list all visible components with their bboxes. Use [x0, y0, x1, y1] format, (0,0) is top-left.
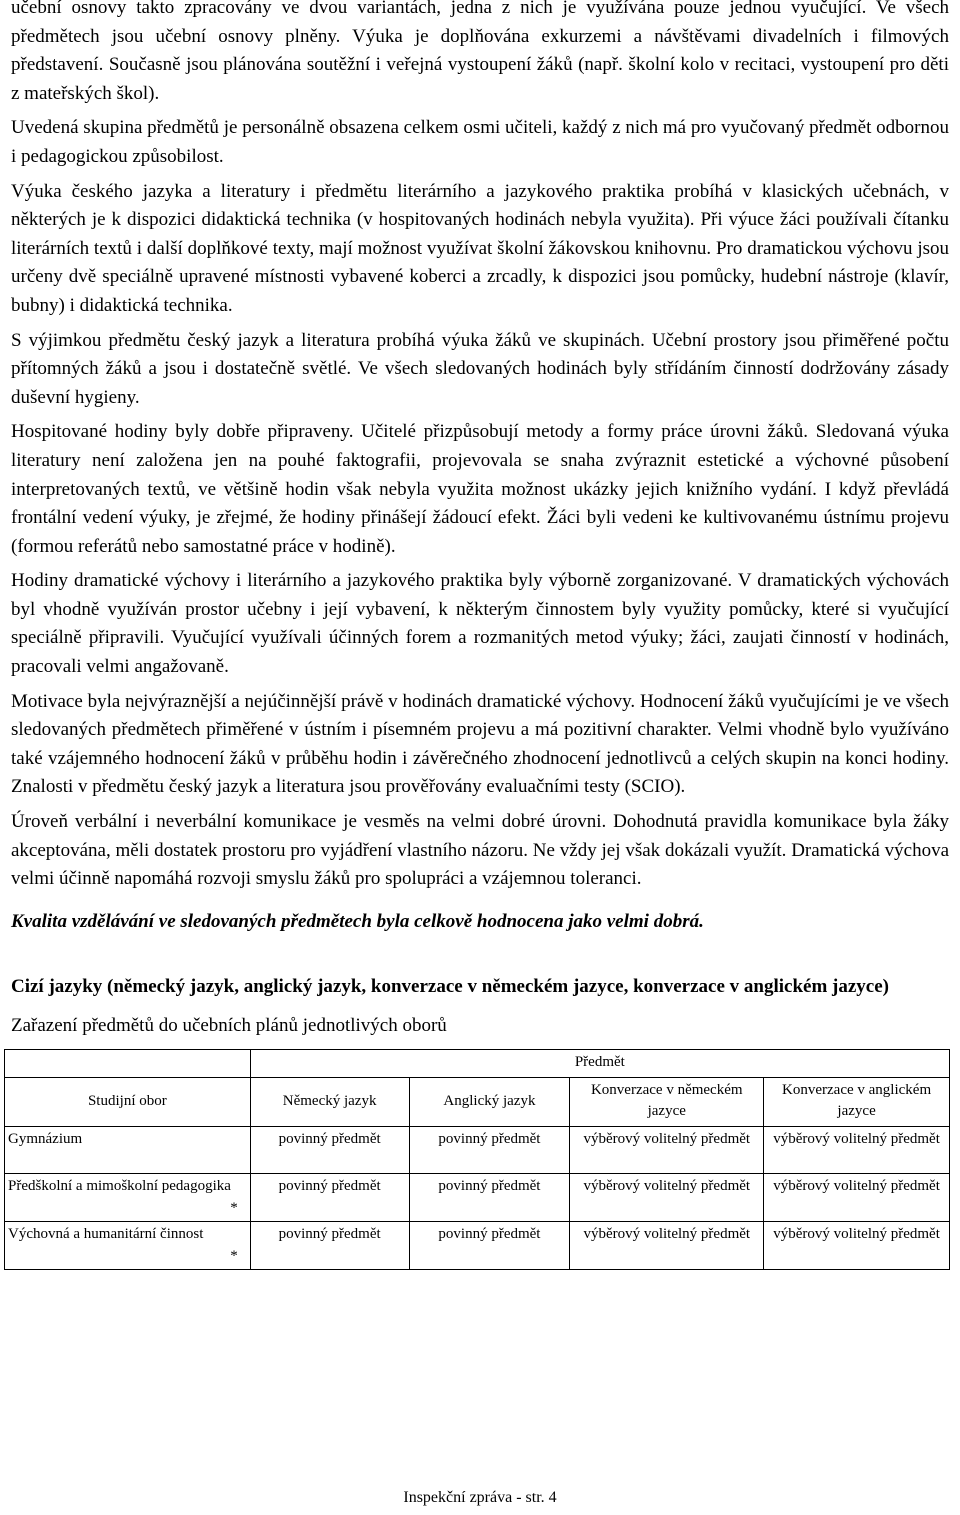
paragraph-drama-lessons: Hodiny dramatické výchovy i literárního a jazykového praktika byly výborně zorganizované. V dramatických výchovách byl vhodně využíván prostor učebny i její vybavení, k některým činnostem byly využity pomůcky, které si vyučující speciálně připravili. Vyučující využívali účinných forem a rozmanitých metod výuky; žáci, zaujati činností v hodinách, pracovali velmi angažovaně.	[11, 570, 949, 678]
row-obor-cell	[5, 1221, 251, 1269]
paragraph-groups: S výjimkou předmětu český jazyk a literatura probíhá výuka žáků ve skupinách. Učební prostory jsou přiměřené počtu přítomných žáků a jsou i dostatečně světlé. Ve všech sledovaných hodinách byly střídáním činností dodržovány zásady duševní hygieny.	[11, 329, 949, 408]
row-obor-cell	[5, 1173, 251, 1221]
row-obor-cell: Gymnázium	[5, 1126, 251, 1173]
table-cell: výběrový volitelný předmět	[764, 1221, 950, 1269]
table-cell: výběrový volitelný předmět	[570, 1126, 764, 1173]
table-cell: povinný předmět	[409, 1173, 570, 1221]
document-page	[8, 0, 949, 1270]
paragraph-observed-lessons: Hospitované hodiny byly dobře připraveny. Učitelé přizpůsobují metody a formy práce úrovni žáků. Sledovaná výuka literatury není založena jen na pouhé faktografii, projevovala se snaha zvýraznit estetické a výchovné působení interpretovaných textů, ve většině hodin však nebyla využita možnost ukázky jejich knižního vydání. I když převládá frontální vedení výuky, je zřejmé, že hodiny přinášejí žádoucí efekt. Žáci byli vedeni ke kultivovanému ústnímu projevu (formou referátů nebo samostatné práce v hodině).	[11, 421, 949, 557]
table-cell: povinný předmět	[409, 1221, 570, 1269]
table-group-header-row	[5, 1049, 950, 1077]
paragraph-communication: Úroveň verbální i neverbální komunikace je vesměs na velmi dobré úrovni. Dohodnutá pravidla komunikace byla žáky akceptována, měli dostatek prostoru pro vyjádření vlastního názoru. Ne vždy jej však dokázali využít. Dramatická výchova velmi účinně napomáhá rozvoji smyslu žáků pro spolupráci a vzájemnou toleranci.	[11, 811, 949, 890]
page-footer: Inspekční zpráva - str. 4	[403, 1489, 557, 1506]
column-header-obor: Studijní obor	[5, 1077, 251, 1126]
table-cell: povinný předmět	[250, 1126, 409, 1173]
column-header-conversation-english: Konverzace v anglickém jazyce	[764, 1077, 950, 1126]
paragraph-staffing: Uvedená skupina předmětů je personálně obsazena celkem osmi učiteli, každý z nich má pro vyučovaný předmět odbornou i pedagogickou způsobilost.	[11, 117, 949, 167]
table-cell: povinný předmět	[409, 1126, 570, 1173]
quality-conclusion: Kvalita vzdělávání ve sledovaných předmětech byla celkově hodnocena jako velmi dobrá.	[11, 910, 704, 932]
section-heading-foreign-languages: Cizí jazyky (německý jazyk, anglický jazyk, konverzace v německém jazyce, konverzace v anglickém jazyce)	[11, 975, 889, 997]
column-header-german: Německý jazyk	[250, 1077, 409, 1126]
table-cell: povinný předmět	[250, 1173, 409, 1221]
table-cell: povinný předmět	[250, 1221, 409, 1269]
table-group-header: Předmět	[250, 1049, 949, 1077]
table-cell: výběrový volitelný předmět	[570, 1173, 764, 1221]
footnote-star: *	[230, 1199, 238, 1216]
table-title: Zařazení předmětů do učebních plánů jednotlivých oborů	[11, 1014, 447, 1036]
row-obor-label: Předškolní a mimoškolní pedagogika	[8, 1177, 231, 1194]
row-obor-label: Výchovná a humanitární činnost	[8, 1225, 204, 1242]
subjects-table	[4, 1049, 950, 1270]
table-header-row	[5, 1077, 950, 1126]
paragraph-czech-teaching: Výuka českého jazyka a literatury i předmětu literárního a jazykového praktika probíhá v klasických učebnách, v některých je k dispozici didaktická technika (v hospitovaných hodinách nebyla využita). Při výuce žáci používali čítanku literárních textů i další doplňkové texty, mají možnost využívat školní žákovskou knihovnu. Pro dramatickou výchovu jsou určeny dvě speciálně upravené místnosti vybavené koberci a zrcadly, k dispozici jsou pomůcky, hudební nástroje (klavír, bubny) i didaktická technika.	[11, 180, 949, 316]
table-cell: výběrový volitelný předmět	[764, 1173, 950, 1221]
footnote-star: *	[230, 1247, 238, 1264]
paragraph-curricula: učební osnovy takto zpracovány ve dvou variantách, jedna z nich je využívána pouze jednou vyučující. Ve všech předmětech jsou učební osnovy plněny. Výuka je doplňována exkurzemi a návštěvami divadelních i filmových představení. Současně jsou plánována soutěžní i veřejná vystoupení žáků (např. školní kolo v recitaci, vystoupení pro děti z mateřských škol).	[11, 0, 949, 104]
column-header-conversation-german: Konverzace v německém jazyce	[570, 1077, 764, 1126]
column-header-english: Anglický jazyk	[409, 1077, 570, 1126]
table-row	[5, 1173, 950, 1221]
table-row	[5, 1126, 950, 1173]
table-cell: výběrový volitelný předmět	[764, 1126, 950, 1173]
table-cell: výběrový volitelný předmět	[570, 1221, 764, 1269]
table-corner-cell	[5, 1049, 251, 1077]
paragraph-motivation: Motivace byla nejvýraznější a nejúčinnější právě v hodinách dramatické výchovy. Hodnocení žáků vyučujícími je ve všech sledovaných předmětech přiměřené v ústním i písemném projevu a má pozitivní charakter. Velmi vhodně bylo využíváno také vzájemného hodnocení žáků v průběhu hodin i závěrečného zhodnocení jednotlivců a celých skupin na konci hodiny. Znalosti v předmětu český jazyk a literatura jsou prověřovány evaluačními testy (SCIO).	[11, 690, 949, 798]
table-row	[5, 1221, 950, 1269]
